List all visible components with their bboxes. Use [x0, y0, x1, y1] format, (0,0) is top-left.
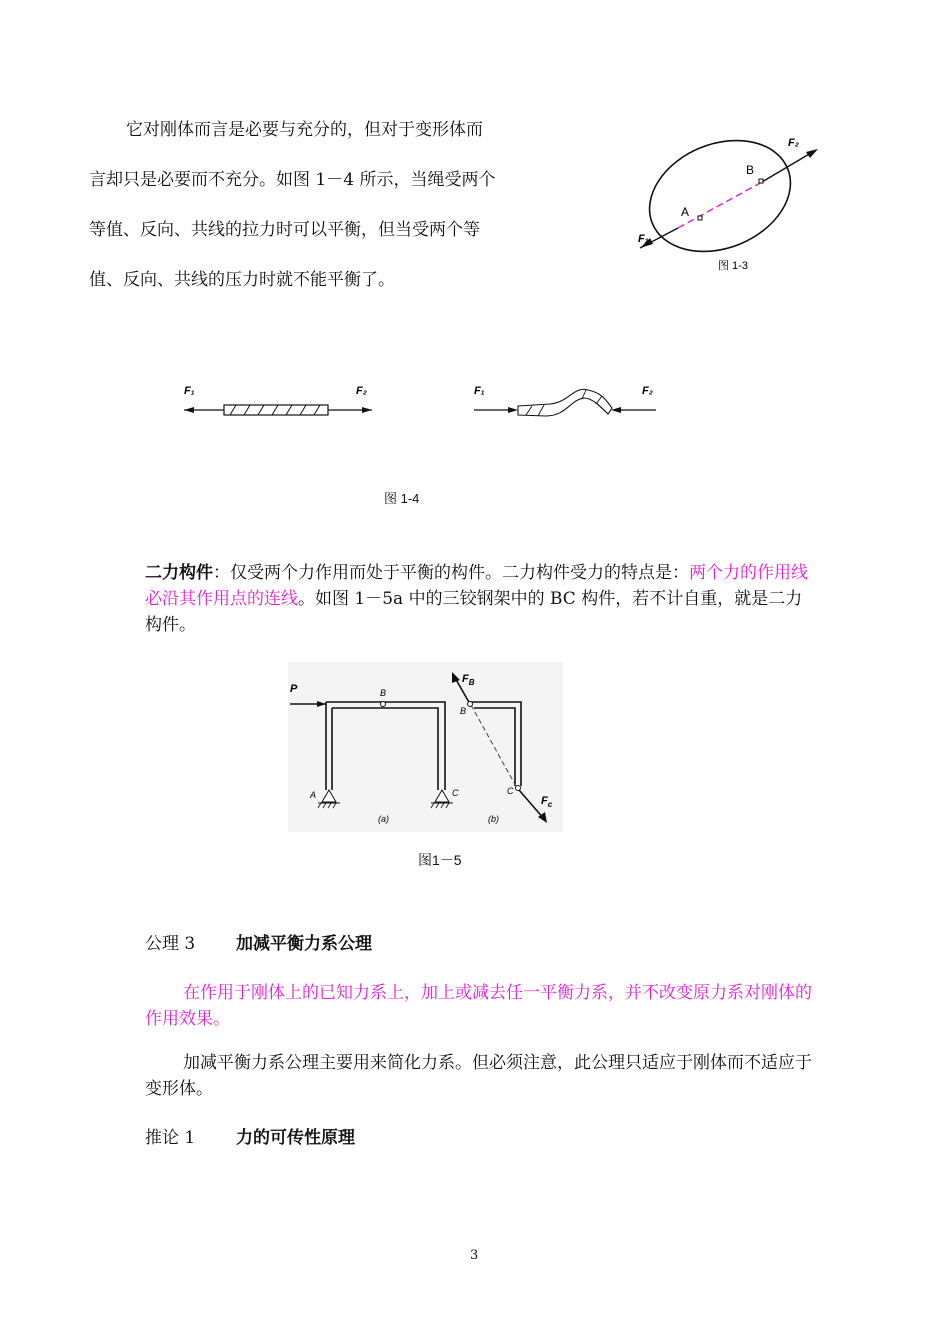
corollary1-title: 力的可传性原理 — [236, 1128, 355, 1148]
fig15-label-p: P — [290, 683, 298, 695]
fig14-right-f2: F₂ — [642, 385, 653, 397]
fig15-label-c2: C — [507, 786, 514, 796]
fig15-label-a-sub: (a) — [378, 814, 389, 824]
intro-line-2: 言却只是必要而不充分。如图 1－4 所示，当绳受两个 — [89, 170, 496, 190]
fig15-label-fc: $F_c$ — [541, 795, 553, 809]
fig15-label-b2: B — [460, 706, 467, 716]
corollary1-number: 推论 1 — [145, 1128, 196, 1148]
fig14-left-f1: F₁ — [184, 385, 195, 397]
fig13-label-b: B — [746, 163, 755, 177]
fig15-caption: 图1－5 — [418, 852, 462, 868]
axiom3-title: 加减平衡力系公理 — [236, 934, 372, 954]
fig14-left-f2: F₂ — [356, 385, 367, 397]
axiom3-note: 加减平衡力系公理主要用来简化力系。但必须注意，此公理只适应于刚体而不适应于变形体。 — [145, 1053, 812, 1099]
axiom3-statement: 在作用于刚体上的已知力系上，加上或减去任一平衡力系，并不改变原力系对刚体的作用效果。 — [145, 983, 812, 1029]
page-number: 3 — [470, 1248, 479, 1263]
two-force-term: 二力构件 — [145, 563, 213, 583]
fig13-label-f2: F₂ — [788, 137, 799, 149]
two-force-rest: 。如图 1－5a 中的三铰钢架中的 BC 构件，若不计自重，就是二力构件。 — [145, 589, 803, 635]
fig13-label-f1: F₁ — [638, 233, 649, 245]
two-force-highlight: 两个力的作用线必沿其作用点的连线 — [145, 563, 808, 609]
fig14-caption: 图 1-4 — [384, 491, 420, 506]
fig15-label-fb: $F_B$ — [462, 673, 475, 687]
figure-1-3 — [630, 130, 830, 280]
axiom3-number: 公理 3 — [145, 934, 196, 954]
fig15-label-b-sub: (b) — [488, 814, 499, 824]
fig13-caption: 图 1-3 — [718, 260, 748, 272]
fig15-label-c: C — [452, 788, 459, 798]
two-force-def: ：仅受两个力作用而处于平衡的构件。二力构件受力的特点是： — [213, 563, 689, 583]
fig15-label-b: B — [380, 688, 387, 698]
intro-line-3: 等值、反向、共线的拉力时可以平衡，但当受两个等 — [89, 220, 480, 240]
intro-line-4: 值、反向、共线的压力时就不能平衡了。 — [89, 270, 395, 290]
two-force-paragraph — [145, 560, 815, 638]
intro-line-1: 它对刚体而言是必要与充分的，但对于变形体而 — [126, 120, 483, 140]
figure-1-4 — [178, 378, 668, 458]
fig15-label-a: A — [310, 790, 317, 800]
fig13-label-a: A — [681, 205, 690, 219]
fig14-right-f1: F₁ — [474, 385, 485, 397]
figure-1-5 — [288, 662, 563, 832]
